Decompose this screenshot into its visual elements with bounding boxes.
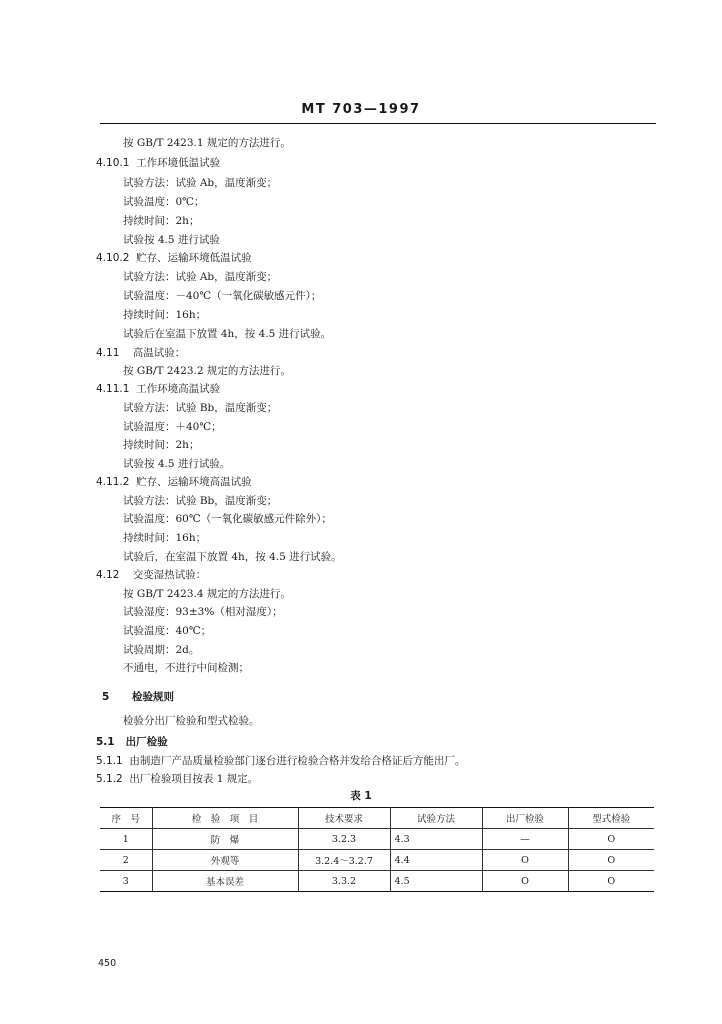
text-line: 试验温度：40℃； <box>123 625 212 637</box>
clause-heading: 4.12 交变湿热试验： <box>96 569 207 581</box>
standard-header-title: MT 703—1997 <box>301 102 421 117</box>
text-line: 持续时间：2h； <box>123 215 200 227</box>
table-cell: 3.2.3 <box>298 829 390 850</box>
inspection-table <box>100 807 654 892</box>
table-cell: 外观等 <box>152 850 298 871</box>
text-line: 试验后，在室温下放置 4h，按 4.5 进行试验。 <box>123 551 342 563</box>
table-cell: O <box>482 871 568 892</box>
text-line: 试验湿度：93±3%（相对湿度）； <box>123 606 283 618</box>
table-cell: O <box>482 850 568 871</box>
table-cell: 3.2.4～3.2.7 <box>298 850 390 871</box>
table-cell: — <box>482 829 568 850</box>
header-cell: 序 号 <box>100 808 152 829</box>
table-cell: 4.3 <box>390 829 482 850</box>
header-cell: 型式检验 <box>568 808 654 829</box>
text-line: 试验按 4.5 进行试验。 <box>123 458 231 470</box>
table-caption: 表 1 <box>350 790 372 802</box>
text-line: 试验方法：试验 Bb，温度渐变； <box>123 402 278 414</box>
clause-heading: 4.11.2 贮存、运输环境高温试验 <box>96 476 252 488</box>
text-line: 按 GB/T 2423.1 规定的方法进行。 <box>123 137 291 149</box>
header-cell: 试验方法 <box>390 808 482 829</box>
clause-text: 5.1.1 由制造厂产品质量检验部门逐台进行检验合格并发给合格证后方能出厂。 <box>96 755 466 767</box>
clause-heading: 4.10.2 贮存、运输环境低温试验 <box>96 252 252 264</box>
text-line: 持续时间：16h； <box>123 532 207 544</box>
text-line: 试验方法：试验 Ab，温度渐变； <box>123 271 278 283</box>
header-cell: 检 验 项 目 <box>152 808 298 829</box>
text-line: 试验温度：＋40℃； <box>123 421 222 433</box>
clause-heading: 4.10.1 工作环境低温试验 <box>96 157 221 169</box>
text-line: 持续时间：2h； <box>123 439 200 451</box>
table-header-row <box>100 808 654 829</box>
table-cell: 1 <box>100 829 152 850</box>
table-cell: O <box>568 871 654 892</box>
table-cell: 4.5 <box>390 871 482 892</box>
table-cell: O <box>568 829 654 850</box>
header-cell: 技术要求 <box>298 808 390 829</box>
text-line: 试验温度：60℃（一氧化碳敏感元件除外）； <box>123 513 332 525</box>
text-line: 试验方法：试验 Ab，温度渐变； <box>123 177 278 189</box>
table-cell: 基本误差 <box>152 871 298 892</box>
table-cell: 防 爆 <box>152 829 298 850</box>
table-cell: 3 <box>100 871 152 892</box>
clause-heading: 4.11 高温试验： <box>96 347 186 359</box>
table-cell: 4.4 <box>390 850 482 871</box>
table-cell: 2 <box>100 850 152 871</box>
clause-text: 5.1.2 出厂检验项目按表 1 规定。 <box>96 773 259 785</box>
table-row <box>100 829 654 850</box>
table-row <box>100 871 654 892</box>
text-line: 试验温度：0℃； <box>123 196 205 208</box>
section-number: 5 <box>102 691 110 703</box>
text-line: 试验周期：2d。 <box>123 644 200 656</box>
header-rule <box>100 123 656 124</box>
text-line: 不通电，不进行中间检测； <box>123 662 249 674</box>
text-line: 试验按 4.5 进行试验 <box>123 234 220 246</box>
text-line: 试验后在室温下放置 4h，按 4.5 进行试验。 <box>123 328 332 340</box>
clause-heading: 4.11.1 工作环境高温试验 <box>96 383 221 395</box>
page-number: 450 <box>98 958 117 969</box>
text-line: 按 GB/T 2423.4 规定的方法进行。 <box>123 588 291 600</box>
text-line: 试验方法：试验 Bb，温度渐变； <box>123 495 278 507</box>
clause-heading: 5.1 出厂检验 <box>96 736 168 748</box>
table-cell: 3.3.2 <box>298 871 390 892</box>
table-row <box>100 850 654 871</box>
text-line: 检验分出厂检验和型式检验。 <box>123 715 260 727</box>
text-line: 按 GB/T 2423.2 规定的方法进行。 <box>123 365 291 377</box>
text-line: 试验温度：－40℃（一氧化碳敏感元件）； <box>123 290 322 302</box>
section-title: 检验规则 <box>132 691 174 703</box>
table-cell: O <box>568 850 654 871</box>
header-cell: 出厂检验 <box>482 808 568 829</box>
text-line: 持续时间：16h； <box>123 309 207 321</box>
